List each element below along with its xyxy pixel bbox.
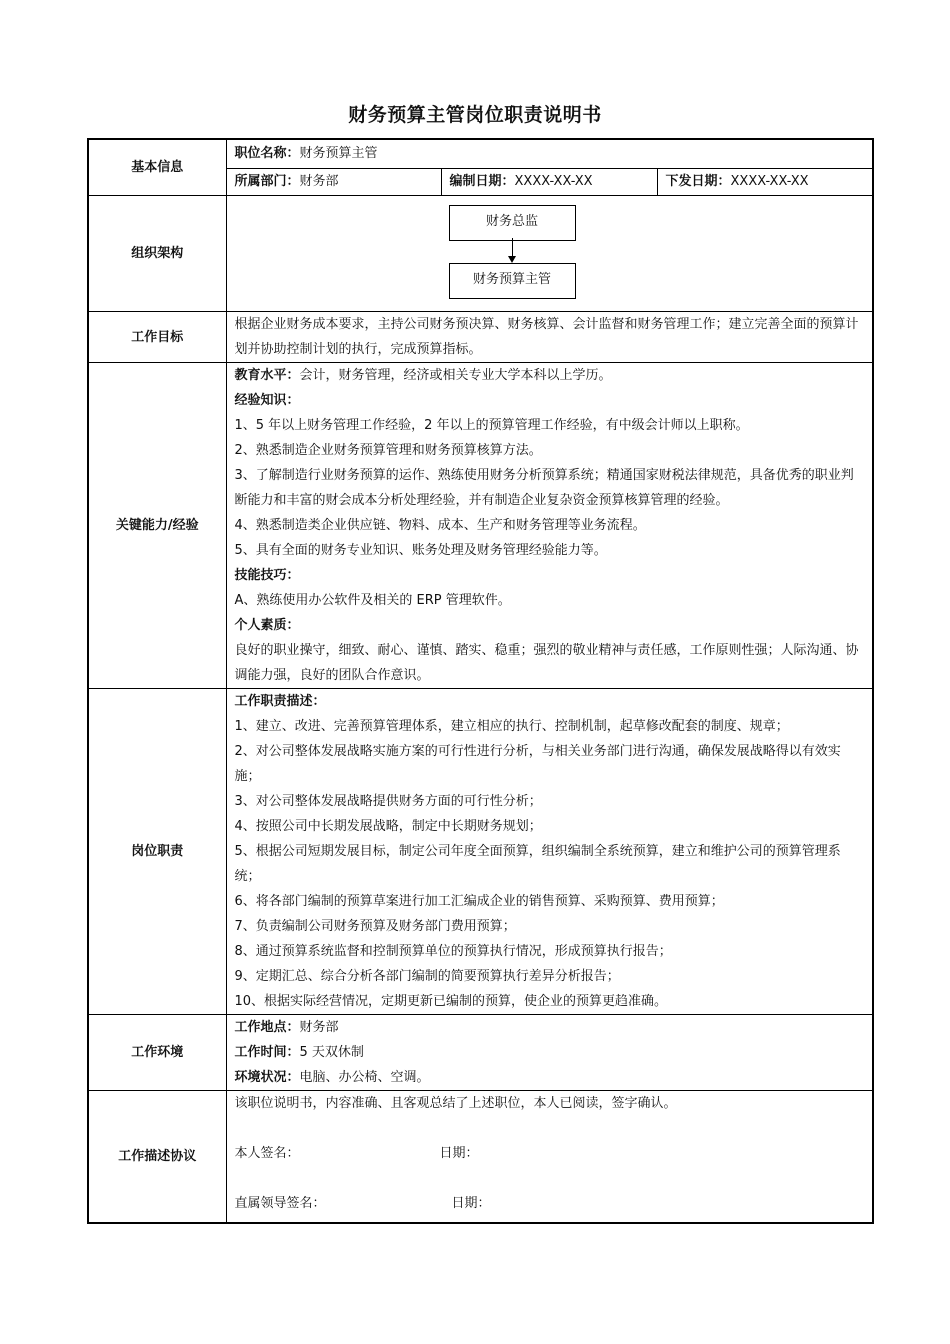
duty-item: 5、根据公司短期发展目标，制定公司年度全面预算，组织编制全系统预算，建立和维护公司的预算管理系统； [234, 844, 841, 884]
department-cell [226, 169, 441, 196]
ability-label: 关键能力/经验 [88, 363, 226, 689]
basic-info-label: 基本信息 [88, 139, 226, 196]
duty-item: 7、负责编制公司财务预算及财务部门费用预算； [234, 919, 516, 934]
goal-row [88, 312, 873, 363]
duties-label: 岗位职责 [88, 689, 226, 1015]
spacer [235, 1116, 865, 1141]
issue-date-value: XXXX-XX-XX [730, 174, 809, 189]
spacer [235, 1166, 865, 1191]
duty-item: 1、建立、改进、完善预算管理体系，建立相应的执行、控制机制，起草修改配套的制度、规章； [234, 719, 789, 734]
work-time-label: 工作时间： [234, 1045, 300, 1060]
goal-text: 根据企业财务成本要求，主持公司财务预决算、财务核算、会计监督和财务管理工作；建立完善全面的预算计划并协助控制计划的执行，完成预算指标。 [226, 312, 873, 363]
duty-item: 3、对公司整体发展战略提供财务方面的可行性分析； [234, 794, 542, 809]
duty-item: 10、根据实际经营情况，定期更新已编制的预算，使企业的预算更趋准确。 [234, 994, 668, 1009]
work-place-label: 工作地点： [234, 1020, 300, 1035]
agreement-label: 工作描述协议 [88, 1091, 226, 1224]
position-name-cell [226, 139, 873, 169]
compile-date-cell [441, 169, 657, 196]
org-label: 组织架构 [88, 196, 226, 312]
self-signature-line [235, 1141, 865, 1166]
duties-heading: 工作职责描述： [234, 694, 326, 709]
work-place-line [235, 1015, 865, 1040]
issue-date-cell [657, 169, 873, 196]
experience-item: 4、熟悉制造类企业供应链、物料、成本、生产和财务管理等业务流程。 [234, 518, 646, 533]
duty-item: 9、定期汇总、综合分析各部门编制的简要预算执行差异分析报告； [234, 969, 620, 984]
duty-item: 2、对公司整体发展战略实施方案的可行性进行分析，与相关业务部门进行沟通，确保发展战略得以有效实施； [234, 744, 841, 784]
leader-signature-label: 直属领导签名： [234, 1196, 326, 1211]
org-box-finance-director: 财务总监 [449, 205, 576, 241]
ability-content [226, 363, 873, 689]
experience-item: 3、了解制造行业财务预算的运作、熟练使用财务分析预算系统；精通国家财税法律规范，具备优秀的职业判断能力和丰富的财会成本分析处理经验，并有制造企业复杂资金预算核算管理的经验。 [234, 468, 854, 508]
leader-signature-line [235, 1191, 865, 1216]
environment-label: 工作环境 [88, 1015, 226, 1091]
job-description-table [87, 138, 874, 1224]
agreement-row [88, 1091, 873, 1224]
duties-content [226, 689, 873, 1015]
org-arrow-icon [508, 256, 516, 263]
department-label: 所属部门： [234, 174, 300, 189]
duty-item: 8、通过预算系统监督和控制预算单位的预算执行情况，形成预算执行报告； [234, 944, 672, 959]
position-name-label: 职位名称： [234, 146, 300, 161]
education-line [235, 363, 865, 388]
agreement-statement: 该职位说明书，内容准确、且客观总结了上述职位，本人已阅读，签字确认。 [234, 1096, 677, 1111]
environment-row [88, 1015, 873, 1091]
page-title: 财务预算主管岗位职责说明书 [348, 104, 602, 126]
experience-heading: 经验知识： [234, 393, 300, 408]
work-time-value: 5 天双休制 [299, 1045, 364, 1060]
experience-item: 1、5 年以上财务管理工作经验，2 年以上的预算管理工作经验，有中级会计师以上职称。 [234, 418, 749, 433]
duties-row [88, 689, 873, 1015]
issue-date-label: 下发日期： [665, 174, 731, 189]
environment-content [226, 1015, 873, 1091]
experience-item: 5、具有全面的财务专业知识、账务处理及财务管理经验能力等。 [234, 543, 607, 558]
condition-value: 电脑、办公椅、空调。 [299, 1070, 430, 1085]
position-name-value: 财务预算主管 [299, 146, 378, 161]
work-time-line [235, 1040, 865, 1065]
duty-item: 6、将各部门编制的预算草案进行加工汇编成企业的销售预算、采购预算、费用预算； [234, 894, 724, 909]
skills-item: A、熟练使用办公软件及相关的 ERP 管理软件。 [234, 593, 511, 608]
basic-info-row-1 [88, 139, 873, 169]
skills-heading: 技能技巧： [234, 568, 300, 583]
experience-item: 2、熟悉制造企业财务预算管理和财务预算核算方法。 [234, 443, 542, 458]
quality-text: 良好的职业操守，细致、耐心、谨慎、踏实、稳重；强烈的敬业精神与责任感，工作原则性强；人际沟通、协调能力强，良好的团队合作意识。 [234, 643, 859, 683]
compile-date-value: XXXX-XX-XX [514, 174, 593, 189]
self-signature-label: 本人签名： [234, 1146, 300, 1161]
education-value: 会计，财务管理，经济或相关专业大学本科以上学历。 [299, 368, 612, 383]
compile-date-label: 编制日期： [449, 174, 515, 189]
condition-line [235, 1065, 865, 1090]
org-row [88, 196, 873, 312]
ability-row [88, 363, 873, 689]
duty-item: 4、按照公司中长期发展战略，制定中长期财务规划； [234, 819, 542, 834]
org-box-budget-supervisor: 财务预算主管 [449, 263, 576, 299]
education-label: 教育水平： [234, 368, 300, 383]
quality-heading: 个人素质： [234, 618, 300, 633]
agreement-content [226, 1091, 873, 1224]
self-signature-date-label: 日期： [439, 1146, 479, 1161]
goal-label: 工作目标 [88, 312, 226, 363]
department-value: 财务部 [299, 174, 339, 189]
condition-label: 环境状况： [234, 1070, 300, 1085]
org-chart-cell [226, 196, 873, 312]
org-chart [227, 196, 873, 308]
work-place-value: 财务部 [299, 1020, 339, 1035]
leader-signature-date-label: 日期： [451, 1196, 491, 1211]
